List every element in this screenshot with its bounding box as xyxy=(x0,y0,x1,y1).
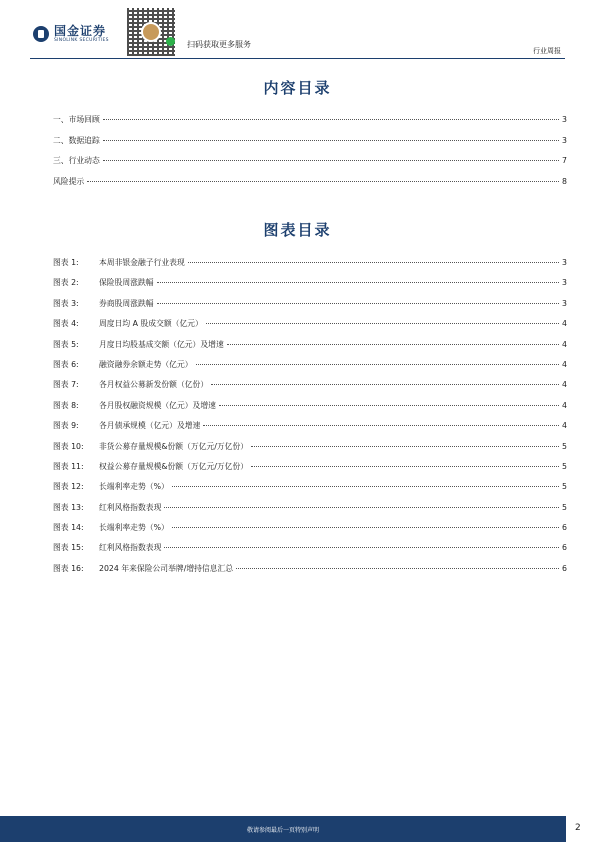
figure-label: 券商股周涨跌幅 xyxy=(99,298,154,308)
figure-entry[interactable] xyxy=(53,522,567,542)
dot-leader xyxy=(103,140,559,141)
dot-leader xyxy=(87,181,559,182)
figure-label: 长端利率走势（%） xyxy=(99,482,169,492)
brand-name-en: SINOLINK SECURITIES xyxy=(54,38,109,43)
figure-entry[interactable] xyxy=(53,277,567,297)
figure-entry[interactable] xyxy=(53,502,567,522)
figure-number: 图表 11: xyxy=(53,461,84,471)
figure-page: 3 xyxy=(562,258,567,267)
figure-entry[interactable] xyxy=(53,400,567,420)
dot-leader xyxy=(172,486,559,487)
figure-entry[interactable] xyxy=(53,542,567,562)
dot-leader xyxy=(203,425,559,426)
dot-leader xyxy=(227,344,559,345)
dot-leader xyxy=(251,466,559,467)
figure-page: 5 xyxy=(562,502,567,512)
figure-page: 5 xyxy=(562,441,567,451)
page-header xyxy=(0,0,595,64)
figure-label: 权益公募存量规模&份额（万亿元/万亿份） xyxy=(99,461,249,471)
figure-entry[interactable] xyxy=(53,379,567,399)
wechat-badge-icon xyxy=(166,37,175,46)
figure-page: 5 xyxy=(562,482,567,492)
toc-entry[interactable] xyxy=(53,176,567,197)
dot-leader xyxy=(172,527,559,528)
toc-entry-label: 风险提示 xyxy=(53,176,85,186)
toc-entry-page: 7 xyxy=(562,156,567,166)
figure-page: 4 xyxy=(562,359,567,369)
figure-entry[interactable] xyxy=(53,481,567,501)
dot-leader xyxy=(206,323,559,324)
dot-leader xyxy=(219,405,559,406)
dot-leader xyxy=(211,384,559,385)
qr-center-logo-icon xyxy=(141,22,161,42)
figure-label: 融资融券余额走势（亿元） xyxy=(99,359,193,369)
figure-entry[interactable] xyxy=(53,318,567,338)
figure-number: 图表 12: xyxy=(53,482,84,492)
toc-entry[interactable] xyxy=(53,135,567,156)
toc-entry[interactable] xyxy=(53,155,567,176)
figure-page: 3 xyxy=(562,298,567,308)
figure-page: 4 xyxy=(562,421,567,431)
contents-list xyxy=(53,114,567,196)
toc-entry-label: 一、市场回顾 xyxy=(53,115,100,124)
figure-page: 6 xyxy=(562,563,567,573)
company-logo xyxy=(33,25,109,44)
figure-label: 月度日均股基成交额（亿元）及增速 xyxy=(99,339,224,349)
figure-number: 图表 8: xyxy=(53,400,79,410)
figure-label: 红利风格指数表现 xyxy=(99,543,162,553)
dot-leader xyxy=(103,160,559,161)
figure-page: 4 xyxy=(562,380,567,390)
figure-number: 图表 1: xyxy=(53,258,79,267)
dot-leader xyxy=(236,568,559,569)
figure-entry[interactable] xyxy=(53,563,567,583)
figure-page: 4 xyxy=(562,319,567,329)
logo-mark-icon xyxy=(33,26,49,42)
page-footer xyxy=(0,816,595,842)
figure-number: 图表 9: xyxy=(53,421,79,431)
figure-entry[interactable] xyxy=(53,359,567,379)
figure-label: 本周非银金融子行业表现 xyxy=(99,258,185,267)
figure-number: 图表 14: xyxy=(53,523,84,533)
dot-leader xyxy=(164,547,559,548)
header-divider xyxy=(30,58,565,59)
figure-entry[interactable] xyxy=(53,420,567,440)
toc-entry-page: 3 xyxy=(562,115,567,124)
dot-leader xyxy=(157,282,559,283)
figures-list xyxy=(53,257,567,583)
contents-title: 内容目录 xyxy=(263,79,332,97)
toc-entry-page: 8 xyxy=(562,176,567,186)
dot-leader xyxy=(196,364,559,365)
figure-entry[interactable] xyxy=(53,461,567,481)
figure-label: 非货公募存量规模&份额（万亿元/万亿份） xyxy=(99,441,249,451)
qr-caption: 扫码获取更多服务 xyxy=(187,40,251,49)
figure-label: 各月债承规模（亿元）及增速 xyxy=(99,421,201,431)
figure-page: 6 xyxy=(562,543,567,553)
toc-entry-page: 3 xyxy=(562,135,567,145)
figure-label: 2024 年来保险公司举牌/增持信息汇总 xyxy=(99,563,234,573)
figure-label: 周度日均 A 股成交额（亿元） xyxy=(99,319,203,329)
figure-number: 图表 16: xyxy=(53,563,84,573)
dot-leader xyxy=(103,119,559,120)
figure-number: 图表 3: xyxy=(53,298,79,308)
figure-page: 6 xyxy=(562,523,567,533)
toc-entry-label: 三、行业动态 xyxy=(53,156,100,166)
figure-page: 4 xyxy=(562,339,567,349)
document-type-label: 行业周报 xyxy=(533,47,561,55)
figure-number: 图表 10: xyxy=(53,441,84,451)
figure-number: 图表 4: xyxy=(53,319,79,329)
figure-number: 图表 13: xyxy=(53,502,84,512)
figure-entry[interactable] xyxy=(53,298,567,318)
brand-name-cn: 国金证券 xyxy=(54,24,107,38)
figures-title: 图表目录 xyxy=(263,221,332,239)
dot-leader xyxy=(251,446,559,447)
figure-page: 4 xyxy=(562,400,567,410)
figure-number: 图表 5: xyxy=(53,339,79,349)
dot-leader xyxy=(157,303,559,304)
page-number: 2 xyxy=(575,823,581,833)
footer-disclaimer: 敬请参阅最后一页特别声明 xyxy=(246,827,319,834)
figure-page: 5 xyxy=(562,461,567,471)
figure-number: 图表 6: xyxy=(53,359,79,369)
figure-number: 图表 15: xyxy=(53,543,84,553)
figure-label: 各月权益公募新发份额（亿份） xyxy=(99,380,209,390)
dot-leader xyxy=(188,262,559,263)
figure-label: 长端利率走势（%） xyxy=(99,523,169,533)
figure-number: 图表 7: xyxy=(53,380,79,390)
dot-leader xyxy=(164,507,559,508)
figure-label: 各月股权融资规模（亿元）及增速 xyxy=(99,400,216,410)
toc-entry[interactable] xyxy=(53,114,567,135)
figure-number: 图表 2: xyxy=(53,278,79,288)
figure-page: 3 xyxy=(562,278,567,288)
figure-entry[interactable] xyxy=(53,257,567,277)
figure-entry[interactable] xyxy=(53,441,567,461)
figure-label: 红利风格指数表现 xyxy=(99,502,162,512)
toc-entry-label: 二、数据追踪 xyxy=(53,135,100,145)
figure-label: 保险股周涨跌幅 xyxy=(99,278,154,288)
figure-entry[interactable] xyxy=(53,339,567,359)
